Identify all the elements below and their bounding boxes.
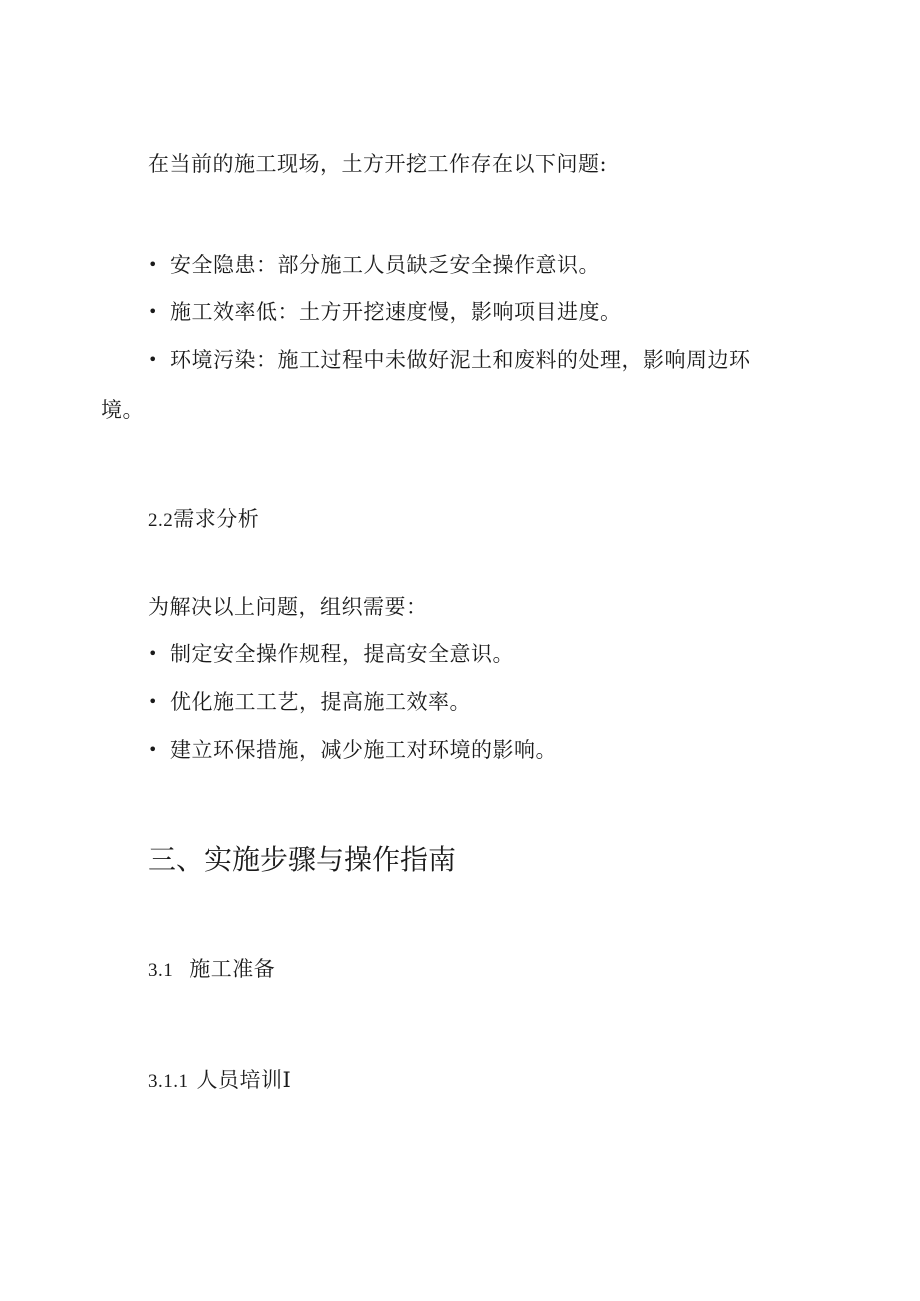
section-title: 需求分析: [173, 507, 260, 531]
bullet-icon: •: [148, 692, 158, 711]
list-item-text: 优化施工工艺，提高施工效率。: [170, 690, 471, 714]
list-item-text: 环境污染：施工过程中未做好泥土和废料的处理，影响周边环: [170, 348, 751, 372]
section-heading-3-1-1: [148, 1066, 291, 1096]
bullet-icon: •: [148, 255, 158, 274]
list-item-text: 制定安全操作规程，提高安全意识。: [170, 642, 514, 666]
list-item-text: 建立环保措施，减少施工对环境的影响。: [170, 738, 557, 762]
list-item-need-2: [148, 688, 471, 716]
section-title: 人员培训I: [196, 1068, 292, 1092]
bullet-icon: •: [148, 350, 158, 369]
section-number: 3.1: [148, 960, 174, 981]
list-item-problem-2: [148, 298, 622, 326]
list-item-text: 施工效率低：土方开挖速度慢，影响项目进度。: [170, 300, 622, 324]
list-item-problem-3: [148, 346, 751, 374]
section-number: 2.2: [148, 510, 174, 531]
needs-intro-paragraph: 为解决以上问题，组织需要：: [148, 595, 428, 619]
bullet-icon: •: [148, 740, 158, 759]
bullet-icon: •: [148, 644, 158, 663]
list-item-continuation: 境。: [101, 398, 144, 422]
section-heading-3-1: [148, 955, 275, 985]
list-item-problem-1: [148, 251, 600, 279]
list-item-need-3: [148, 736, 557, 764]
list-item-text: 安全隐患：部分施工人员缺乏安全操作意识。: [170, 253, 600, 277]
section-heading-2-2: [148, 505, 259, 535]
chapter-heading-3: 三、实施步骤与操作指南: [148, 843, 457, 876]
section-number: 3.1.1: [148, 1071, 189, 1092]
bullet-icon: •: [148, 302, 158, 321]
section-title: 施工准备: [189, 957, 276, 981]
list-item-need-1: [148, 640, 514, 668]
intro-paragraph: 在当前的施工现场，土方开挖工作存在以下问题:: [148, 152, 608, 176]
